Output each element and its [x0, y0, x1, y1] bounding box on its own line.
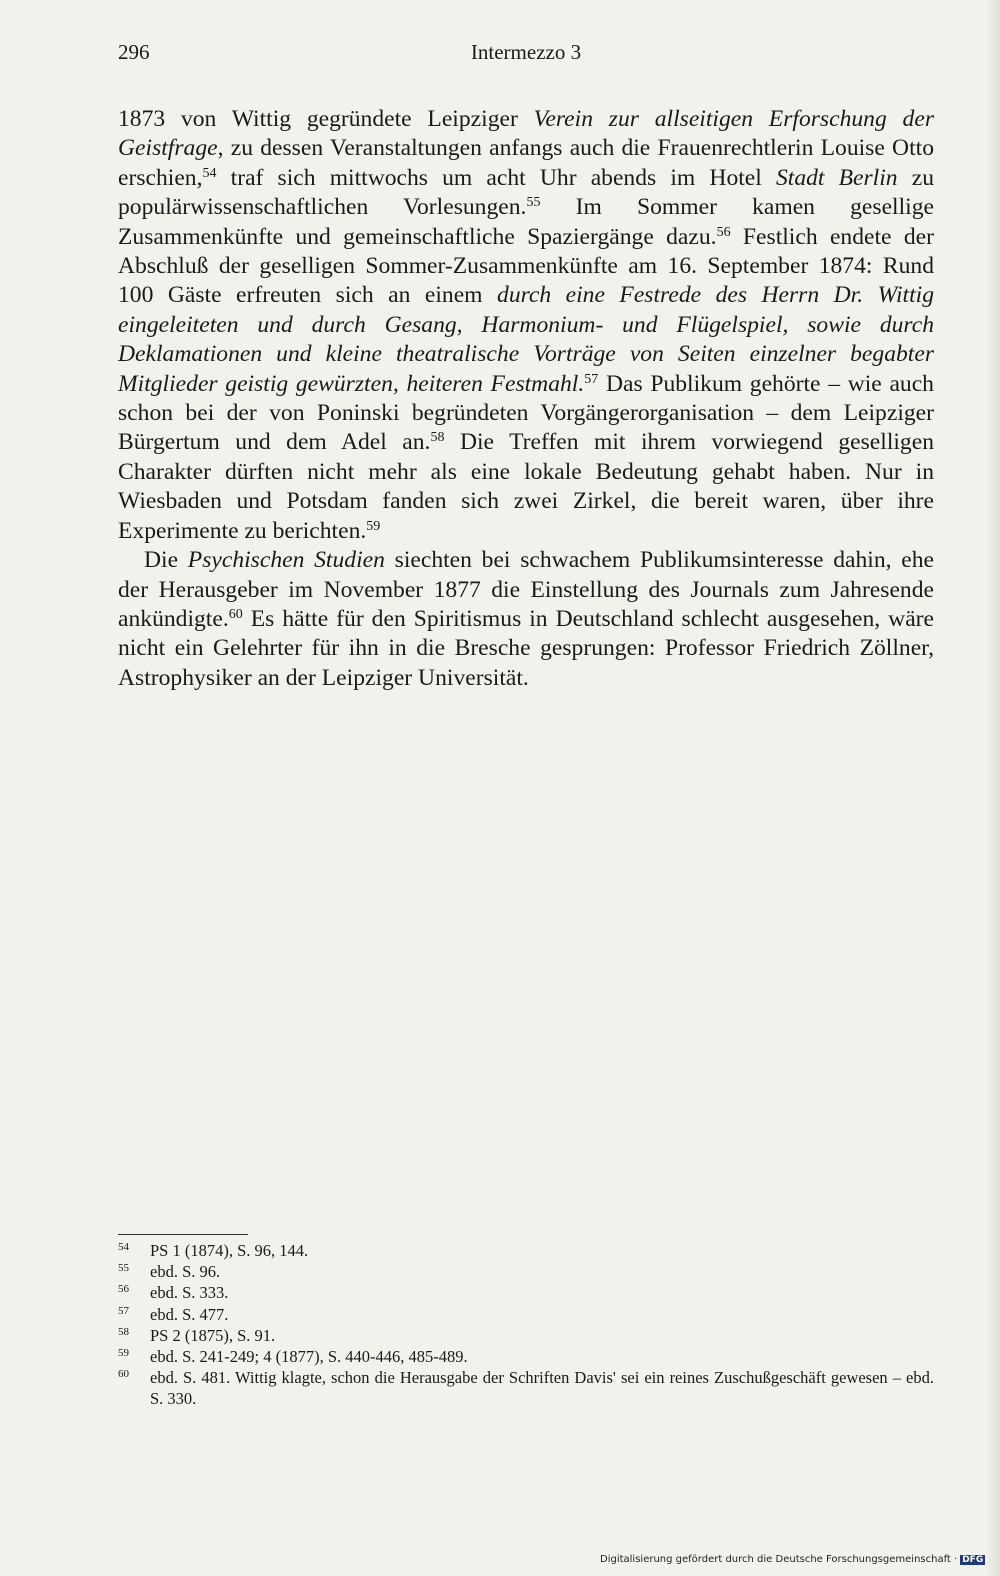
footnote-number: 58 — [118, 1325, 129, 1338]
text-span: Die — [144, 547, 188, 574]
credit-text: Digitalisierung gefördert durch die Deutsche Forschungsgemeinschaft · — [600, 1554, 958, 1565]
text-span: zu populärwissenschaftlichen Vorlesungen. — [118, 164, 935, 221]
footnote-text: ebd. S. 481. Wittig klagte, schon die Herausgabe der Schriften Davis' sei ein reines Zuschußgeschäft gewesen – ebd. S. 330. — [150, 1368, 934, 1409]
text-span: Die Treffen mit ihrem vorwiegend geselligen Charakter dürften nicht mehr als eine lokale Bedeutung gehabt haben. Nur in Wiesbaden und Potsdam fanden sich zwei Zirkel, die bereit waren, über ihre Experimente zu berichten. — [118, 429, 934, 544]
paragraph-2 — [118, 546, 934, 693]
text-span: traf sich mittwochs um acht Uhr abends im Hotel — [216, 164, 776, 191]
footnotes — [118, 1240, 934, 1410]
italic-title: Verein zur allseitigen Erforschung der Geistfrage — [118, 106, 935, 162]
page-header — [118, 40, 934, 72]
footnote-ref-59: 59 — [366, 518, 381, 534]
footnote-number: 60 — [118, 1368, 129, 1381]
italic-journal: Psychischen Studien — [187, 547, 385, 574]
footnote-number: 59 — [118, 1347, 129, 1360]
footnote — [118, 1325, 934, 1346]
footnote-text: ebd. S. 333. — [150, 1283, 229, 1303]
footnote-text: ebd. S. 241-249; 4 (1877), S. 440-446, 485-489. — [150, 1347, 468, 1367]
body-text — [118, 105, 934, 693]
footnote-number: 55 — [118, 1262, 129, 1275]
footnote-ref-55: 55 — [526, 195, 541, 211]
footnote — [118, 1367, 934, 1409]
footnote-ref-60: 60 — [228, 606, 243, 622]
footnote-ref-54: 54 — [202, 165, 217, 181]
footnote-number: 54 — [118, 1241, 129, 1253]
text-span: Im Sommer kamen gesellige Zusammenkünfte und gemeinschaftliche Spaziergänge dazu. — [118, 194, 934, 250]
paragraph-1 — [118, 105, 934, 546]
page-number: 296 — [118, 40, 150, 64]
text-span: 1873 von Wittig gegründete Leipziger — [118, 106, 534, 132]
italic-place: Stadt Berlin — [775, 164, 898, 191]
footnote-number: 57 — [118, 1304, 129, 1317]
text-span: Es hätte für den Spiritismus in Deutschland schlecht ausgesehen, wäre nicht ein Gelehrter für ihn in die Bresche gesprungen: Professor Friedrich Zöllner, Astrophysiker an der Leipziger Universität. — [118, 605, 934, 691]
footnote — [118, 1282, 934, 1303]
digitization-credit — [600, 1554, 985, 1565]
footnote-text: ebd. S. 96. — [150, 1262, 221, 1282]
running-head: Intermezzo 3 — [470, 40, 582, 64]
italic-quote: durch eine Festrede des Herrn Dr. Wittig eingeleiteten und durch Gesang, Harmonium- und Flügelspiel, sowie durch Deklamationen und kleine theatralische Vorträge von Seiten einzelner begabter Mitglieder geistig gewürzten, heiteren Festmahl. — [118, 282, 934, 397]
page-edge-shadow — [986, 0, 1000, 1576]
footnote — [118, 1346, 934, 1367]
footnote-ref-56: 56 — [716, 224, 731, 240]
footnote-text: PS 2 (1875), S. 91. — [150, 1325, 276, 1345]
footnote-ref-58: 58 — [430, 430, 445, 446]
text-span: siechten bei schwachem Publikumsinteresse dahin, ehe der Herausgeber im November 1877 die Einstellung des Journals zum Jahresende ankündigte. — [118, 547, 934, 632]
footnote-ref-57: 57 — [584, 371, 599, 387]
footnote — [118, 1261, 934, 1282]
footnote — [118, 1240, 934, 1261]
text-span: Das Publikum gehörte – wie auch schon bei der von Poninski begründeten Vorgängerorganisation – dem Leipziger Bürgertum und dem Adel an. — [118, 370, 934, 456]
footnote — [118, 1304, 934, 1325]
footnote-text: PS 1 (1874), S. 96, 144. — [150, 1241, 309, 1260]
footnote-rule — [118, 1234, 248, 1235]
text-span: Festlich endete der Abschluß der geselligen Sommer-Zusammenkünfte am 16. September 1874: Rund 100 Gäste erfreuten sich an einem — [118, 223, 934, 309]
text-span: , zu dessen Veranstaltungen anfangs auch die Frauenrechtlerin Louise Otto erschien, — [118, 135, 934, 191]
footnote-number: 56 — [118, 1283, 129, 1296]
footnote-text: ebd. S. 477. — [150, 1304, 229, 1324]
dfg-logo: DFG — [962, 1555, 984, 1565]
